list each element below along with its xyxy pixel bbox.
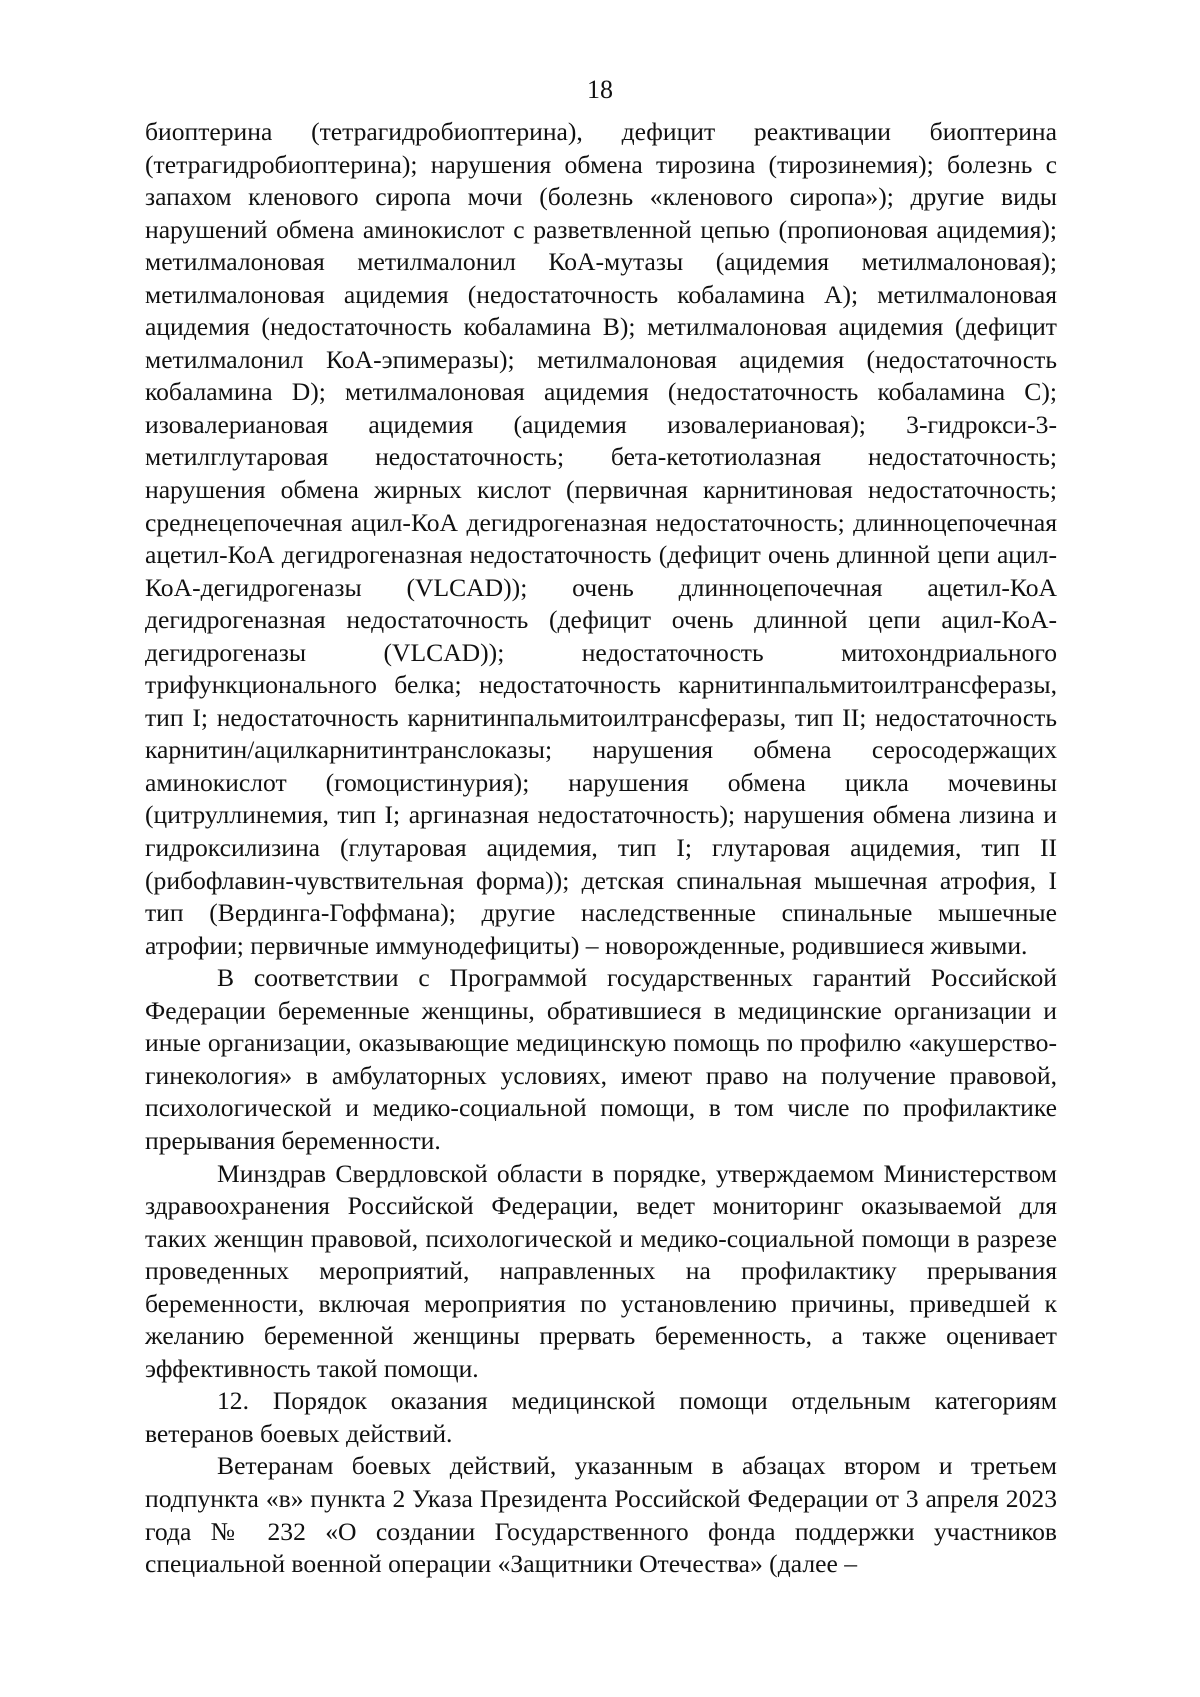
paragraph-newborn-screening-list: биоптерина (тетрагидробиоптерина), дефицит реактивации биоптерина (тетрагидробиоптерина); нарушения обмена тирозина (тирозинемия); болезнь с запахом кленового сиропа мочи (болезнь «кленового сиропа»); другие виды нарушений обмена аминокислот с разветвленной цепью (пропионовая ацидемия); метилмалоновая метилмалонил КоА-мутазы (ацидемия метилмалоновая); метилмалоновая ацидемия (недостаточность кобаламина A); метилмалоновая ацидемия (недостаточность кобаламина B); метилмалоновая ацидемия (дефицит метилмалонил КоА-эпимеразы); метилмалоновая ацидемия (недостаточность кобаламина D); метилмалоновая ацидемия (недостаточность кобаламина C); изовалериановая ацидемия (ацидемия изовалериановая); 3-гидрокси-3-метилглутаровая недостаточность; бета-кетотиолазная недостаточность; нарушения обмена жирных кислот (первичная карнитиновая недостаточность; среднецепочечная ацил-КоА дегидрогеназная недостаточность; длинноцепочечная ацетил-КоА дегидрогеназная недостаточность (дефицит очень длинной цепи ацил-КоА-дегидрогеназы (VLCAD)); очень длинноцепочечная ацетил-КоА дегидрогеназная недостаточность (дефицит очень длинной цепи ацил-КоА-дегидрогеназы (VLCAD)); недостаточность митохондриального трифункционального белка; недостаточность карнитинпальмитоилтрансферазы, тип I; недостаточность карнитинпальмитоилтрансферазы, тип II; недостаточность карнитин/ацилкарнитинтранслоказы; нарушения обмена серосодержащих аминокислот (гомоцистинурия); нарушения обмена цикла мочевины (цитруллинемия, тип I; аргиназная недостаточность); нарушения обмена лизина и гидроксилизина (глутаровая ацидемия, тип I; глутаровая ацидемия, тип II (рибофлавин-чувствительная форма)); детская спинальная мышечная атрофия, I тип (Вердинга-Гоффмана); другие наследственные спинальные мышечные атрофии; первичные иммунодефициты) – новорожденные, родившиеся живыми. [145, 117, 1057, 960]
page-number: 18 [587, 75, 613, 104]
paragraph-veterans-decree: Ветеранам боевых действий, указанным в абзацах втором и третьем подпункта «в» пункта 2 Указа Президента Российской Федерации от 3 апреля 2023 года № 232 «О создании Государственного фонда поддержки участников специальной военной операции «Защитники Отечества» (далее – [145, 1451, 1057, 1579]
document-body [145, 116, 1057, 1581]
paragraph-ministry-monitoring: Минздрав Свердловской области в порядке, утверждаемом Министерством здравоохранения Российской Федерации, ведет мониторинг оказываемой для таких женщин правовой, психологической и медико-социальной помощи в разрезе проведенных мероприятий, направленных на профилактику прерывания беременности, включая мероприятия по установлению причины, приведшей к желанию беременной женщины прервать беременность, а также оценивает эффективность такой помощи. [145, 1158, 1057, 1383]
section-heading-veterans-care: 12. Порядок оказания медицинской помощи отдельным категориям ветеранов боевых действий. [145, 1386, 1057, 1448]
paragraph-pregnant-women-rights: В соответствии с Программой государственных гарантий Российской Федерации беременные женщины, обратившиеся в медицинские организации и иные организации, оказывающие медицинскую помощь по профилю «акушерство-гинекология» в амбулаторных условиях, имеют право на получение правовой, психологической и медико-социальной помощи, в том числе по профилактике прерывания беременности. [145, 963, 1057, 1155]
